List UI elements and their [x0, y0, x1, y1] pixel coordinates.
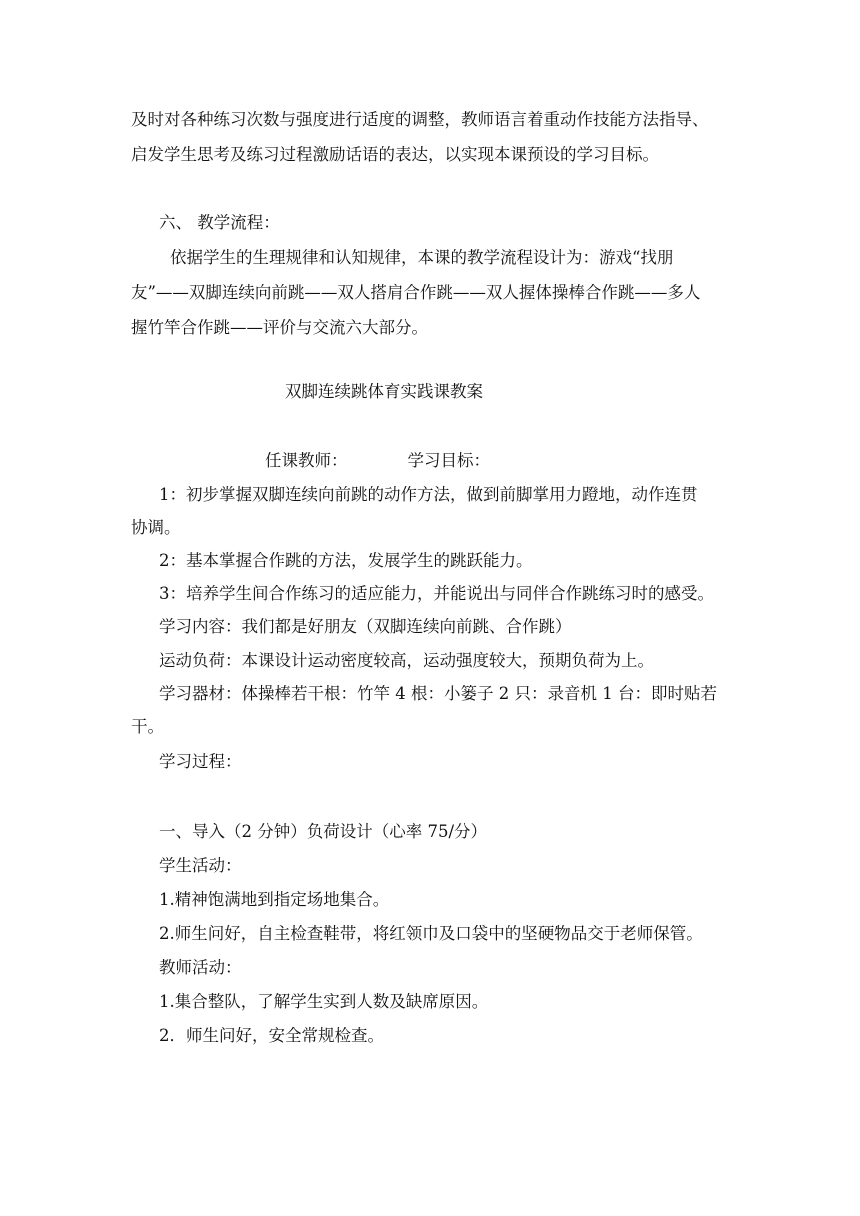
- lesson-title: 双脚连续跳体育实践课教案: [285, 382, 483, 401]
- teacher-label: 任课教师：: [265, 451, 348, 470]
- goal-2: 2：基本掌握合作跳的方法，发展学生的跳跃能力。: [159, 551, 533, 570]
- goal-3: 3：培养学生间合作练习的适应能力，并能说出与同伴合作跳练习时的感受。: [159, 584, 714, 603]
- teacher-activity-1: 1.集合整队，了解学生实到人数及缺席原因。: [159, 992, 489, 1011]
- teacher-activity-label: 教师活动：: [159, 958, 242, 977]
- part-one-heading: 一、导入（2 分钟）负荷设计（心率 75/分）: [159, 822, 488, 841]
- section-six-heading: 六、 教学流程：: [159, 213, 280, 232]
- intro-line-2: 启发学生思考及练习过程激励话语的表达，以实现本课预设的学习目标。: [131, 145, 659, 164]
- exercise-load: 运动负荷：本课设计运动密度较高，运动强度较大，预期负荷为上。: [159, 651, 654, 670]
- goal-1-line-1: 1：初步掌握双脚连续向前跳的动作方法，做到前脚掌用力蹬地，动作连贯: [159, 485, 698, 504]
- section-six-line-3: 握竹竿合作跳——评价与交流六大部分。: [131, 318, 428, 337]
- intro-line-1: 及时对各种练习次数与强度进行适度的调整，教师语言着重动作技能方法指导、: [131, 110, 709, 129]
- equipment-line-2: 干。: [131, 717, 164, 736]
- equipment-line-1: 学习器材：体操棒若干根：竹竿 4 根：小篓子 2 只：录音机 1 台：即时贴若: [159, 684, 717, 703]
- teacher-and-goals-line: [265, 451, 490, 471]
- learning-content: 学习内容：我们都是好朋友（双脚连续向前跳、合作跳）: [159, 617, 572, 636]
- goals-label: 学习目标：: [407, 451, 490, 470]
- student-activity-2: 2.师生问好，自主检查鞋带，将红领巾及口袋中的坚硬物品交于老师保管。: [159, 924, 703, 943]
- goal-1-line-2: 协调。: [131, 518, 181, 537]
- section-six-line-2: 友”——双脚连续向前跳——双人搭肩合作跳——双人握体操棒合作跳——多人: [131, 283, 701, 302]
- teacher-activity-2: 2．师生问好，安全常规检查。: [159, 1026, 384, 1045]
- section-six-line-1: 依据学生的生理规律和认知规律，本课的教学流程设计为：游戏“找朋: [170, 248, 674, 267]
- learning-process: 学习过程：: [159, 752, 242, 771]
- student-activity-label: 学生活动：: [159, 856, 242, 875]
- student-activity-1: 1.精神饱满地到指定场地集合。: [159, 890, 390, 909]
